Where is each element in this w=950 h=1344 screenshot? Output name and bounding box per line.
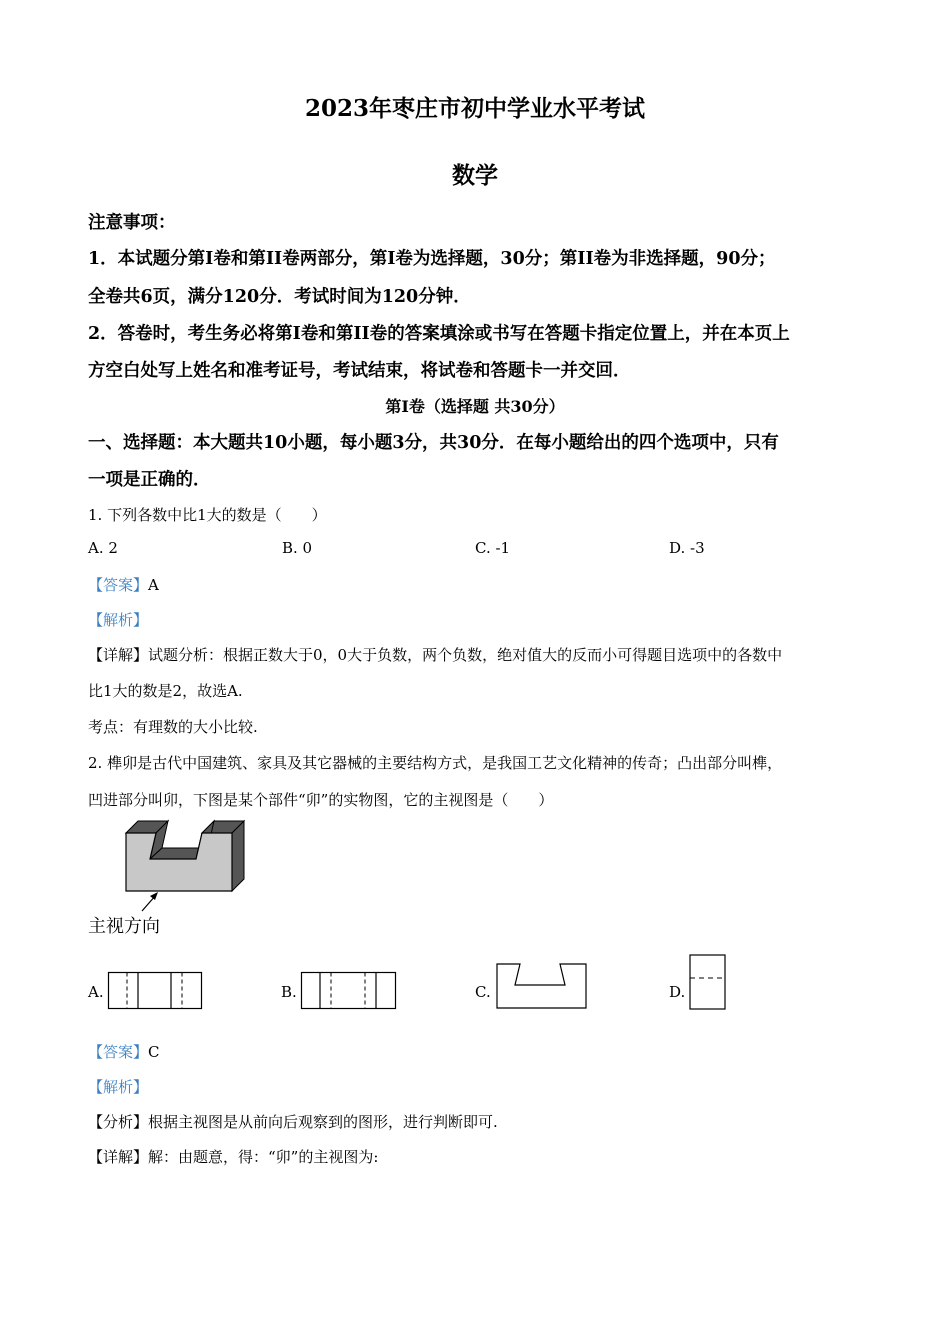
view-direction-label: 主视方向 (88, 916, 160, 937)
q2-answer: C (148, 1043, 160, 1061)
q2-fenxi-tag: 【分析】 (88, 1113, 149, 1131)
q2-option-a: A. (88, 983, 104, 1001)
mortise-front-face (126, 833, 232, 891)
q1-detail-line1 (88, 644, 782, 665)
q2-fenxi-row (88, 1111, 498, 1132)
q2-fenxi-text: 根据主视图是从前向后观察到的图形，进行判断即可. (148, 1113, 498, 1131)
view-arrowhead (150, 892, 158, 900)
q1-option-c: C. -1 (475, 539, 511, 557)
part1-line2: 一项是正确的． (88, 470, 211, 490)
q1-option-a: A. 2 (88, 539, 118, 557)
q2-answer-tag: 【答案】 (88, 1043, 149, 1061)
notice-item2-line2: 方空白处写上姓名和准考证号，考试结束，将试卷和答题卡一并交回． (88, 361, 631, 381)
part1-line1: 一、选择题：本大题共10小题，每小题3分，共30分．在每小题给出的四个选项中，只有 (88, 433, 779, 453)
notice-item2-line1: 2．答卷时，考生务必将第I卷和第II卷的答案填涂或书写在答题卡指定位置上，并在本页上 (88, 324, 790, 344)
option-a-outline (109, 973, 202, 1009)
q1-detail-line2: 比1大的数是2，故选A. (88, 682, 243, 700)
q2-detail-tag: 【详解】 (88, 1148, 149, 1166)
option-c-figure (495, 962, 590, 1012)
q1-option-b: B. 0 (282, 539, 313, 557)
q1-answer: A (148, 576, 159, 594)
mortise-3d-figure (120, 815, 250, 915)
q2-stem-line1: 2. 榫卯是古代中国建筑、家具及其它器械的主要结构方式，是我国工艺文化精神的传奇；凸出部分叫榫， (88, 754, 783, 772)
notice-heading: 注意事项： (88, 213, 176, 233)
q1-point: 考点：有理数的大小比较. (88, 718, 258, 736)
q2-answer-row (88, 1041, 160, 1062)
q1-answer-row (88, 574, 159, 595)
q1-stem: 1. 下列各数中比1大的数是（ ） (88, 506, 327, 524)
section-title: 第I卷（选择题 共30分） (385, 397, 565, 416)
q2-option-b: B. (281, 983, 297, 1001)
q2-analysis-tag: 【解析】 (88, 1078, 149, 1096)
q2-detail-row (88, 1146, 378, 1167)
q2-option-c: C. (475, 983, 491, 1001)
q1-detail-text: 试题分析：根据正数大于0，0大于负数，两个负数，绝对值大的反而小可得题目选项中的各数中 (148, 646, 783, 664)
mortise-side-face (232, 821, 244, 891)
option-d-outline (690, 955, 725, 1009)
q1-analysis-tag: 【解析】 (88, 611, 149, 629)
option-a-figure (108, 972, 204, 1010)
option-b-figure (301, 972, 399, 1010)
q2-option-d: D. (669, 983, 686, 1001)
q1-option-d: D. -3 (669, 539, 705, 557)
option-b-outline (302, 973, 396, 1009)
notice-item1-line1: 1．本试题分第I卷和第II卷两部分，第I卷为选择题，30分；第II卷为非选择题，90分； (88, 249, 776, 269)
option-c-outline (497, 964, 586, 1008)
q2-stem-line2: 凹进部分叫卯，下图是某个部件“卯”的实物图，它的主视图是（ ） (88, 791, 554, 809)
q1-answer-tag: 【答案】 (88, 576, 149, 594)
q1-detail-tag: 【详解】 (88, 646, 149, 664)
notice-item1-line2: 全卷共6页，满分120分．考试时间为120分钟． (88, 287, 471, 307)
option-d-figure (689, 954, 729, 1012)
q2-detail-text: 解：由题意，得：“卯”的主视图为: (148, 1148, 379, 1166)
exam-title: 2023年枣庄市初中学业水平考试 (304, 95, 645, 122)
subject-title: 数学 (452, 162, 498, 189)
